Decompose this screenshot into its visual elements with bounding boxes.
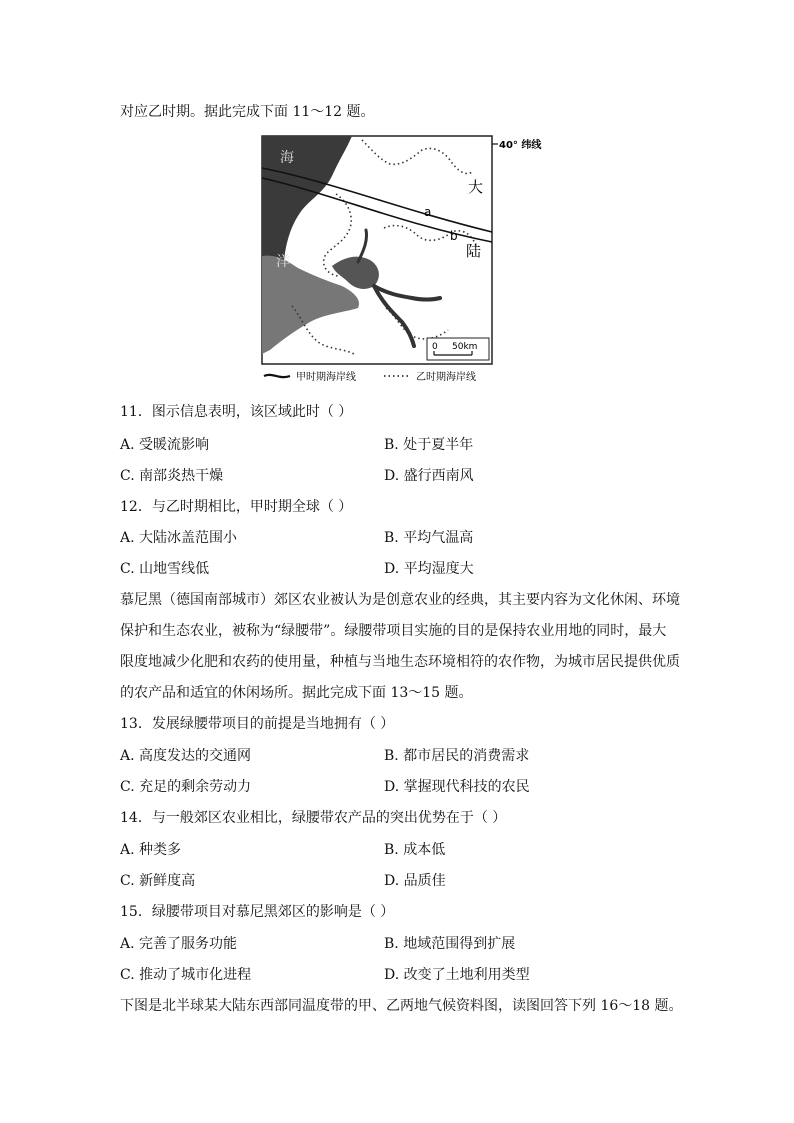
q14-option-c: C. 新鲜度高: [120, 873, 196, 889]
q15-stem: 15．绿腰带项目对慕尼黑郊区的影响是（ ）: [120, 904, 395, 920]
scale-zero: 0: [432, 342, 438, 352]
land-label-1: 大: [468, 178, 484, 196]
lat-label: 40° 纬线: [499, 140, 542, 151]
q11-option-b: B. 处于夏半年: [384, 437, 474, 453]
q11-option-d: D. 盛行西南风: [384, 468, 474, 484]
q13-option-d: D. 掌握现代科技的农民: [384, 779, 530, 795]
sea-label-2: 洋: [276, 254, 290, 270]
legend-b: 乙时期海岸线: [416, 372, 476, 383]
q12-option-a: A. 大陆冰盖范围小: [120, 530, 238, 546]
q13-option-a: A. 高度发达的交通网: [120, 748, 252, 764]
scale-value: 50km: [452, 342, 478, 352]
outro-text: 下图是北半球某大陆东西部同温度带的甲、乙两地气候资料图，读图回答下列 16～18 题。: [120, 998, 683, 1014]
q14-option-b: B. 成本低: [384, 842, 446, 858]
q12-option-c: C. 山地雪线低: [120, 561, 210, 577]
passage-line-3: 限度地减少化肥和农药的使用量，种植与当地生态环境相符的农作物，为城市居民提供优质: [120, 654, 680, 670]
q15-option-a: A. 完善了服务功能: [120, 936, 238, 952]
q15-option-c: C. 推动了城市化进程: [120, 967, 252, 983]
legend-a: 甲时期海岸线: [296, 372, 356, 383]
q15-option-d: D. 改变了土地利用类型: [384, 967, 530, 983]
label-a: a: [424, 205, 432, 219]
intro-text: 对应乙时期。据此完成下面 11～12 题。: [120, 104, 375, 120]
passage-line-4: 的农产品和适宜的休闲场所。据此完成下面 13～15 题。: [120, 685, 473, 701]
q15-option-b: B. 地域范围得到扩展: [384, 936, 516, 952]
q12-option-d: D. 平均湿度大: [384, 561, 474, 577]
sea-label-1: 海: [280, 150, 294, 166]
q11-option-a: A. 受暖流影响: [120, 437, 210, 453]
q14-stem: 14．与一般郊区农业相比，绿腰带农产品的突出优势在于（ ）: [120, 810, 507, 826]
q11-option-c: C. 南部炎热干燥: [120, 468, 224, 484]
coastline-map: [262, 136, 542, 386]
q14-option-d: D. 品质佳: [384, 873, 446, 889]
q13-option-c: C. 充足的剩余劳动力: [120, 779, 252, 795]
q13-stem: 13．发展绿腰带项目的前提是当地拥有（ ）: [120, 716, 395, 732]
q12-option-b: B. 平均气温高: [384, 530, 474, 546]
legend-solid-icon: [264, 375, 290, 377]
passage-line-2: 保护和生态农业，被称为“绿腰带”。绿腰带项目实施的目的是保持农业用地的同时，最大: [120, 623, 667, 639]
q14-option-a: A. 种类多: [120, 842, 182, 858]
q11-stem: 11．图示信息表明，该区域此时（ ）: [120, 404, 353, 420]
label-b: b: [450, 229, 458, 243]
land-label-2: 陆: [466, 242, 482, 260]
passage-line-1: 慕尼黑（德国南部城市）郊区农业被认为是创意农业的经典，其主要内容为文化休闲、环境: [120, 592, 680, 608]
q13-option-b: B. 都市居民的消费需求: [384, 748, 530, 764]
q12-stem: 12．与乙时期相比，甲时期全球（ ）: [120, 499, 353, 515]
